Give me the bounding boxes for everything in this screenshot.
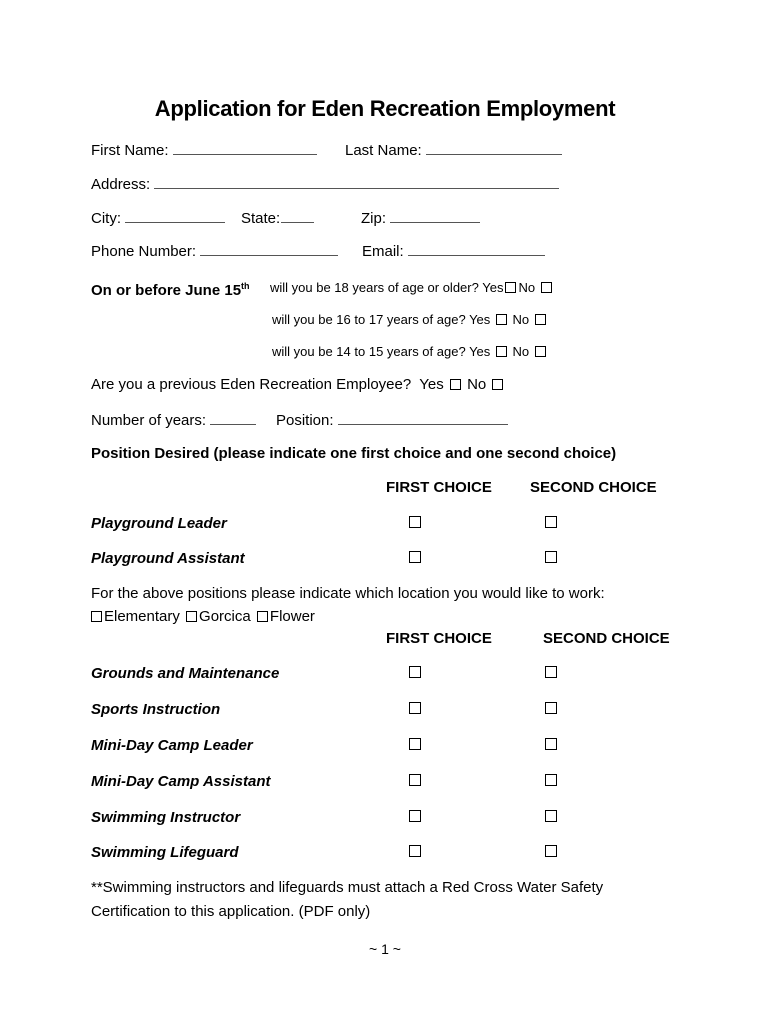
phone-field bbox=[91, 242, 338, 261]
age-q1-row bbox=[270, 279, 554, 297]
flower-checkbox[interactable] bbox=[257, 611, 268, 622]
previous-yes-checkbox[interactable] bbox=[450, 379, 461, 390]
years-field bbox=[91, 411, 256, 430]
camp-leader-second-checkbox[interactable] bbox=[545, 738, 557, 750]
sports-second-checkbox[interactable] bbox=[545, 702, 557, 714]
age-lead-text: On or before June 15 bbox=[91, 282, 242, 299]
position-field bbox=[276, 411, 508, 430]
lifeguard-second-checkbox[interactable] bbox=[545, 845, 557, 857]
first-name-label: First Name: bbox=[91, 142, 169, 159]
zip-blank[interactable] bbox=[390, 209, 480, 223]
grounds-second-checkbox[interactable] bbox=[545, 666, 557, 678]
gorcica-checkbox[interactable] bbox=[186, 611, 197, 622]
email-field bbox=[362, 242, 545, 261]
age-q1-no-label: No bbox=[518, 280, 536, 295]
position-blank[interactable] bbox=[338, 411, 508, 425]
previous-yes-label: Yes bbox=[419, 376, 444, 393]
city-blank[interactable] bbox=[125, 209, 225, 223]
position-label: Grounds and Maintenance bbox=[91, 665, 280, 682]
years-label: Number of years: bbox=[91, 412, 207, 429]
position-label: Sports Instruction bbox=[91, 701, 221, 718]
second-choice-header-2: SECOND CHOICE bbox=[543, 630, 670, 647]
state-blank[interactable] bbox=[281, 209, 314, 223]
position-label: Mini-Day Camp Leader bbox=[91, 737, 253, 754]
camp-assistant-second-checkbox[interactable] bbox=[545, 774, 557, 786]
previous-question: Are you a previous Eden Recreation Employee? bbox=[91, 376, 412, 393]
zip-label: Zip: bbox=[361, 210, 387, 227]
age-q3-no-checkbox[interactable] bbox=[535, 346, 546, 357]
elementary-checkbox[interactable] bbox=[91, 611, 102, 622]
last-name-field bbox=[345, 141, 562, 160]
playground-assistant-first-checkbox[interactable] bbox=[409, 551, 421, 563]
location-prompt: For the above positions please indicate which location you would like to work: bbox=[91, 585, 605, 602]
age-q3-yes-checkbox[interactable] bbox=[496, 346, 507, 357]
state-label: State: bbox=[241, 210, 281, 227]
age-q1-yes-checkbox[interactable] bbox=[505, 282, 516, 293]
flower-label: Flower bbox=[269, 608, 315, 625]
location-options bbox=[91, 608, 315, 626]
certification-note-line2: Certification to this application. (PDF only) bbox=[91, 903, 371, 920]
position-label: Playground Assistant bbox=[91, 550, 245, 567]
first-choice-header: FIRST CHOICE bbox=[386, 479, 492, 496]
age-lead-sup: th bbox=[241, 281, 250, 291]
previous-no-label: No bbox=[467, 376, 487, 393]
playground-assistant-second-checkbox[interactable] bbox=[545, 551, 557, 563]
address-blank[interactable] bbox=[154, 175, 559, 189]
email-blank[interactable] bbox=[408, 242, 545, 256]
first-name-field bbox=[91, 141, 317, 160]
position-desired-heading: Position Desired (please indicate one first choice and one second choice) bbox=[91, 445, 617, 462]
previous-no-checkbox[interactable] bbox=[492, 379, 503, 390]
grounds-first-checkbox[interactable] bbox=[409, 666, 421, 678]
address-label: Address: bbox=[91, 176, 151, 193]
state-field bbox=[241, 209, 314, 228]
elementary-label: Elementary bbox=[104, 608, 180, 625]
age-q3-row bbox=[272, 343, 548, 361]
gorcica-label: Gorcica bbox=[199, 608, 251, 625]
age-q1-no-checkbox[interactable] bbox=[541, 282, 552, 293]
last-name-blank[interactable] bbox=[426, 141, 562, 155]
position-label: Swimming Instructor bbox=[91, 809, 241, 826]
age-q2-text: will you be 16 to 17 years of age? bbox=[272, 312, 466, 327]
previous-employee-row bbox=[91, 376, 505, 394]
camp-assistant-first-checkbox[interactable] bbox=[409, 774, 421, 786]
last-name-label: Last Name: bbox=[345, 142, 422, 159]
page-number: ~ 1 ~ bbox=[369, 941, 401, 957]
city-label: City: bbox=[91, 210, 121, 227]
age-q2-yes-label: Yes bbox=[469, 312, 491, 327]
city-field bbox=[91, 209, 225, 228]
phone-label: Phone Number: bbox=[91, 243, 197, 260]
age-q3-text: will you be 14 to 15 years of age? bbox=[272, 344, 466, 359]
age-q2-no-checkbox[interactable] bbox=[535, 314, 546, 325]
address-field bbox=[91, 175, 559, 194]
position-label: Mini-Day Camp Assistant bbox=[91, 773, 271, 790]
page-title: Application for Eden Recreation Employment bbox=[154, 96, 616, 121]
first-name-blank[interactable] bbox=[173, 141, 317, 155]
age-q1-yes-label: Yes bbox=[482, 280, 504, 295]
position-label: Position: bbox=[276, 412, 334, 429]
age-q1-text: will you be 18 years of age or older? bbox=[270, 280, 479, 295]
playground-leader-first-checkbox[interactable] bbox=[409, 516, 421, 528]
lifeguard-first-checkbox[interactable] bbox=[409, 845, 421, 857]
years-blank[interactable] bbox=[210, 411, 256, 425]
second-choice-header: SECOND CHOICE bbox=[530, 479, 657, 496]
age-q3-no-label: No bbox=[512, 344, 530, 359]
age-q2-yes-checkbox[interactable] bbox=[496, 314, 507, 325]
age-q2-row bbox=[272, 311, 548, 329]
playground-leader-second-checkbox[interactable] bbox=[545, 516, 557, 528]
camp-leader-first-checkbox[interactable] bbox=[409, 738, 421, 750]
email-label: Email: bbox=[362, 243, 404, 260]
age-lead bbox=[91, 277, 250, 300]
age-q2-no-label: No bbox=[512, 312, 530, 327]
position-label: Swimming Lifeguard bbox=[91, 844, 239, 861]
first-choice-header-2: FIRST CHOICE bbox=[386, 630, 492, 647]
sports-first-checkbox[interactable] bbox=[409, 702, 421, 714]
position-label: Playground Leader bbox=[91, 515, 227, 532]
zip-field bbox=[361, 209, 480, 228]
phone-blank[interactable] bbox=[200, 242, 338, 256]
swim-instructor-first-checkbox[interactable] bbox=[409, 810, 421, 822]
swim-instructor-second-checkbox[interactable] bbox=[545, 810, 557, 822]
age-q3-yes-label: Yes bbox=[469, 344, 491, 359]
certification-note-line1: **Swimming instructors and lifeguards must attach a Red Cross Water Safety bbox=[91, 879, 604, 896]
